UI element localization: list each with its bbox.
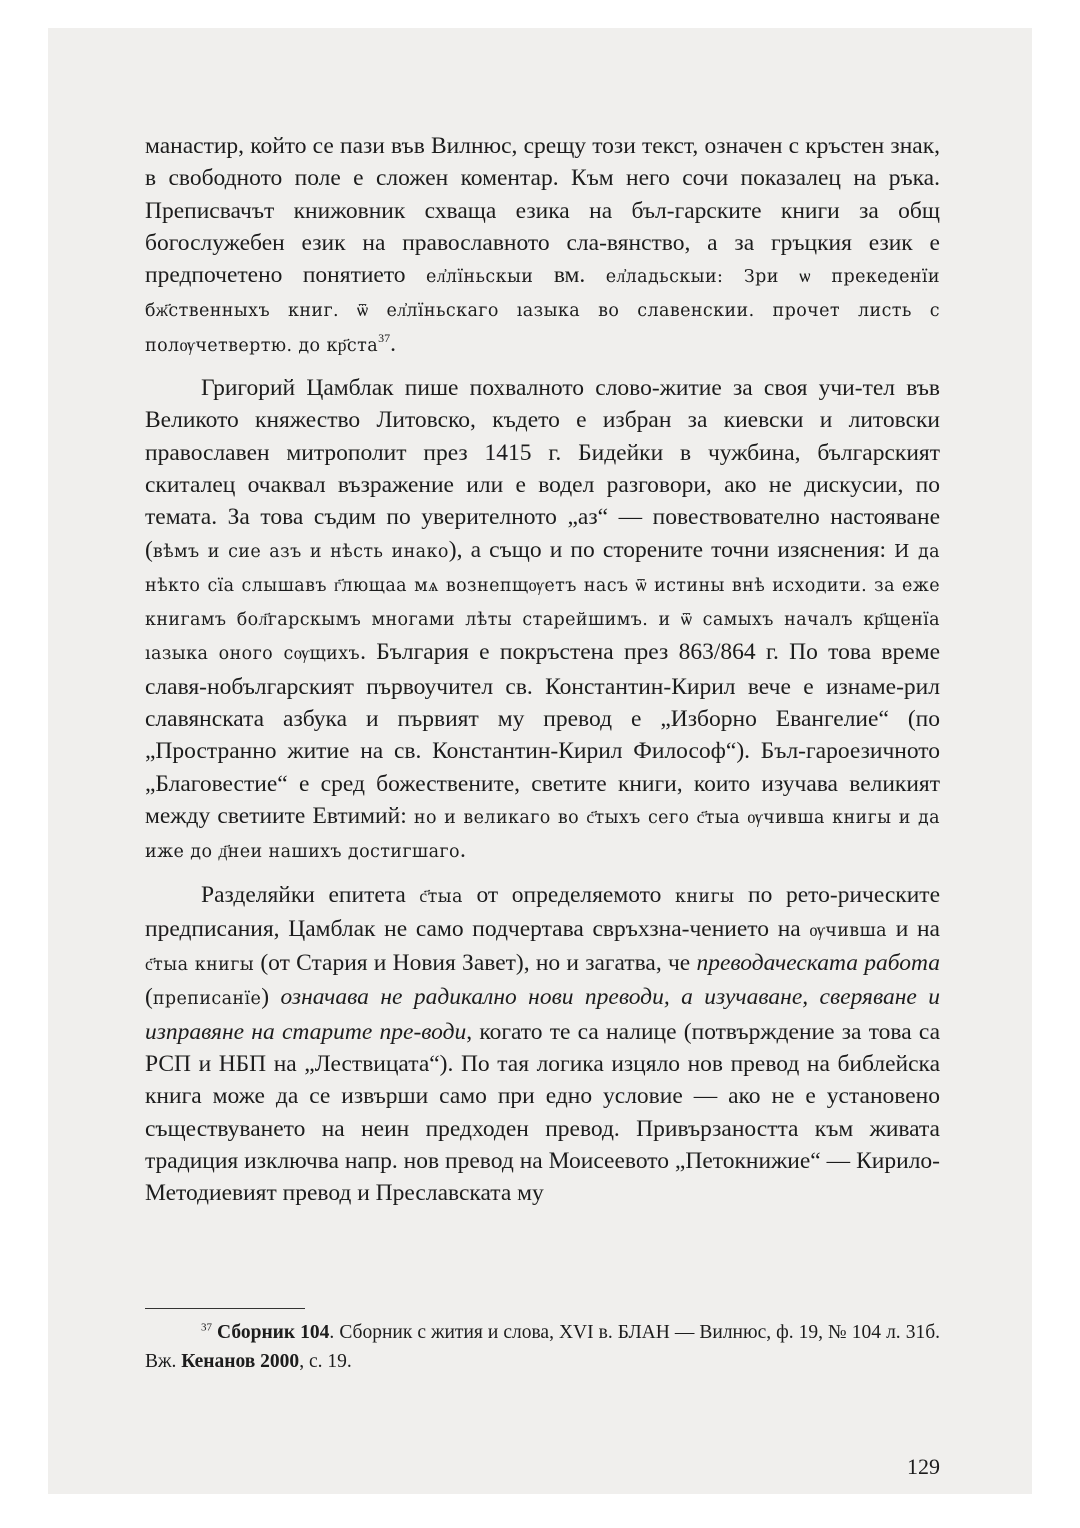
church-slavonic-quote: но и великаго во с҃тыхъ сего с҃тыа ѹчивша книгы и да иже до д҃неи нашихъ достигшаго xyxy=(145,807,941,863)
italic-text-run: означава не радикално нови преводи, а изучаване, сверяване и изправяне на старите пре-води xyxy=(145,984,941,1045)
paragraph-1 xyxy=(145,130,940,362)
text-run: . xyxy=(390,330,396,357)
church-slavonic-term: книгы xyxy=(675,886,735,907)
text-run: ( xyxy=(145,984,153,1011)
text-run: . xyxy=(459,837,466,864)
paragraph-3 xyxy=(145,879,940,1210)
footnote xyxy=(145,1318,940,1376)
footnote-text: , с. 19. xyxy=(299,1351,352,1372)
church-slavonic-term: с҃тыа книгы xyxy=(145,955,255,976)
footnote-marker[interactable]: 37 xyxy=(378,330,391,345)
footnote-separator xyxy=(145,1308,305,1309)
italic-text-run: преводаческата работа xyxy=(696,950,940,977)
text-run: от определяемото xyxy=(462,881,676,908)
page-body xyxy=(145,130,940,1210)
text-run: ) xyxy=(261,984,281,1011)
text-run: (от Стария и Новия Завет), но и загатва, че xyxy=(254,950,697,977)
text-run: ), а също и по сторените точни изяснения: xyxy=(448,536,895,563)
text-run: по рето-рическите предписания, Цамблак не само подчертава свръхзна-чението на xyxy=(145,881,941,942)
church-slavonic-quote: ел҆ладьскыи: Зри ѡ прекеденїи бж҃ственныхъ книг. ѿ ел҆лїньскаго ıазыка во славенскии. прочет листь с полѹчетвертю. до кр҃ста xyxy=(145,267,940,356)
church-slavonic-term: ел҆лїньскыи xyxy=(426,267,534,288)
text-run: , когато те са налице (потвърждение за това са РСП и НБП на „Лествицата“). По тая логика изцяло нов превод на библейска книга може да се извърши само при едно условие — ако не е установено съществуването на неин предходен превод. Привързаността към живата традиция изключва напр. нов превод на Моисеевото „Петокнижие“ — Кирило-Методиевият превод и Преславската му xyxy=(145,1018,940,1207)
footnote-reference: Кенанов 2000 xyxy=(181,1351,300,1372)
paragraph-2 xyxy=(145,372,940,868)
footnote-text: . Сборник с жития и слова, XVI в. БЛАН — Вилнюс, ф. 19, № 104 л. 31б. Вж. xyxy=(145,1322,941,1372)
church-slavonic-quote: вѣмъ и сие азъ и нѣсть инако xyxy=(152,541,449,562)
page-number: 129 xyxy=(907,1454,940,1479)
text-run: Разделяйки епитета xyxy=(201,881,420,908)
text-run: Григорий Цамблак пише похвалното слово-житие за своя учи-тел във Великото княжество Литовско, където е избран за киевски и литовски православен митрополит през 1415 г. Бидейки в чужбина, българският скиталец очаквал възражение или е водел разговори, ако не дискусии, по темата. За това съдим по уверителното „аз“ — повествователно настояване ( xyxy=(145,375,940,563)
church-slavonic-quote: И да нѣкто сїа слышавъ г҃лющаа мѧ вознепщѹетъ насъ ѿ истины внѣ исходити. за еже книгамъ бол҃гарскымъ многами лѣты старейшимъ. и ѿ самыхъ началъ кр҃щенїа ıазыка оного сѹщихъ xyxy=(145,541,940,665)
church-slavonic-term: ѹчивша xyxy=(809,920,888,941)
text-run: манастир, който се пази във Вилнюс, срещу този текст, означен с кръстен знак, в свободното поле е сложен коментар. Към него сочи показалец на ръка. Преписвачът книжовник схваща езика на бъл-гарските книги за общ богослужебен език на православното сла-вянство, а за гръцкия език е предпочетено понятието xyxy=(145,133,940,289)
footnote-number: 37 xyxy=(201,1321,212,1334)
text-run: . България е покръстена през 863/864 г. По това време славя-нобългарският първоучител св. Константин-Кирил вече е изнаме-рил славянската азбука и първият му превод е „Изборно Евангелие“ (по „Пространно житие на св. Константин-Кирил Философ“). Бъл-гароезичното „Благовестие“ е сред божествените, светите книги, които изучава великият между светиите Евтимий: xyxy=(145,639,940,829)
church-slavonic-term: преписанїе xyxy=(152,989,262,1010)
text-run: вм. xyxy=(533,262,606,289)
text-run: и на xyxy=(887,915,940,942)
footnote-source: Сборник 104 xyxy=(217,1322,330,1343)
church-slavonic-term: с҃тыа xyxy=(419,886,463,907)
